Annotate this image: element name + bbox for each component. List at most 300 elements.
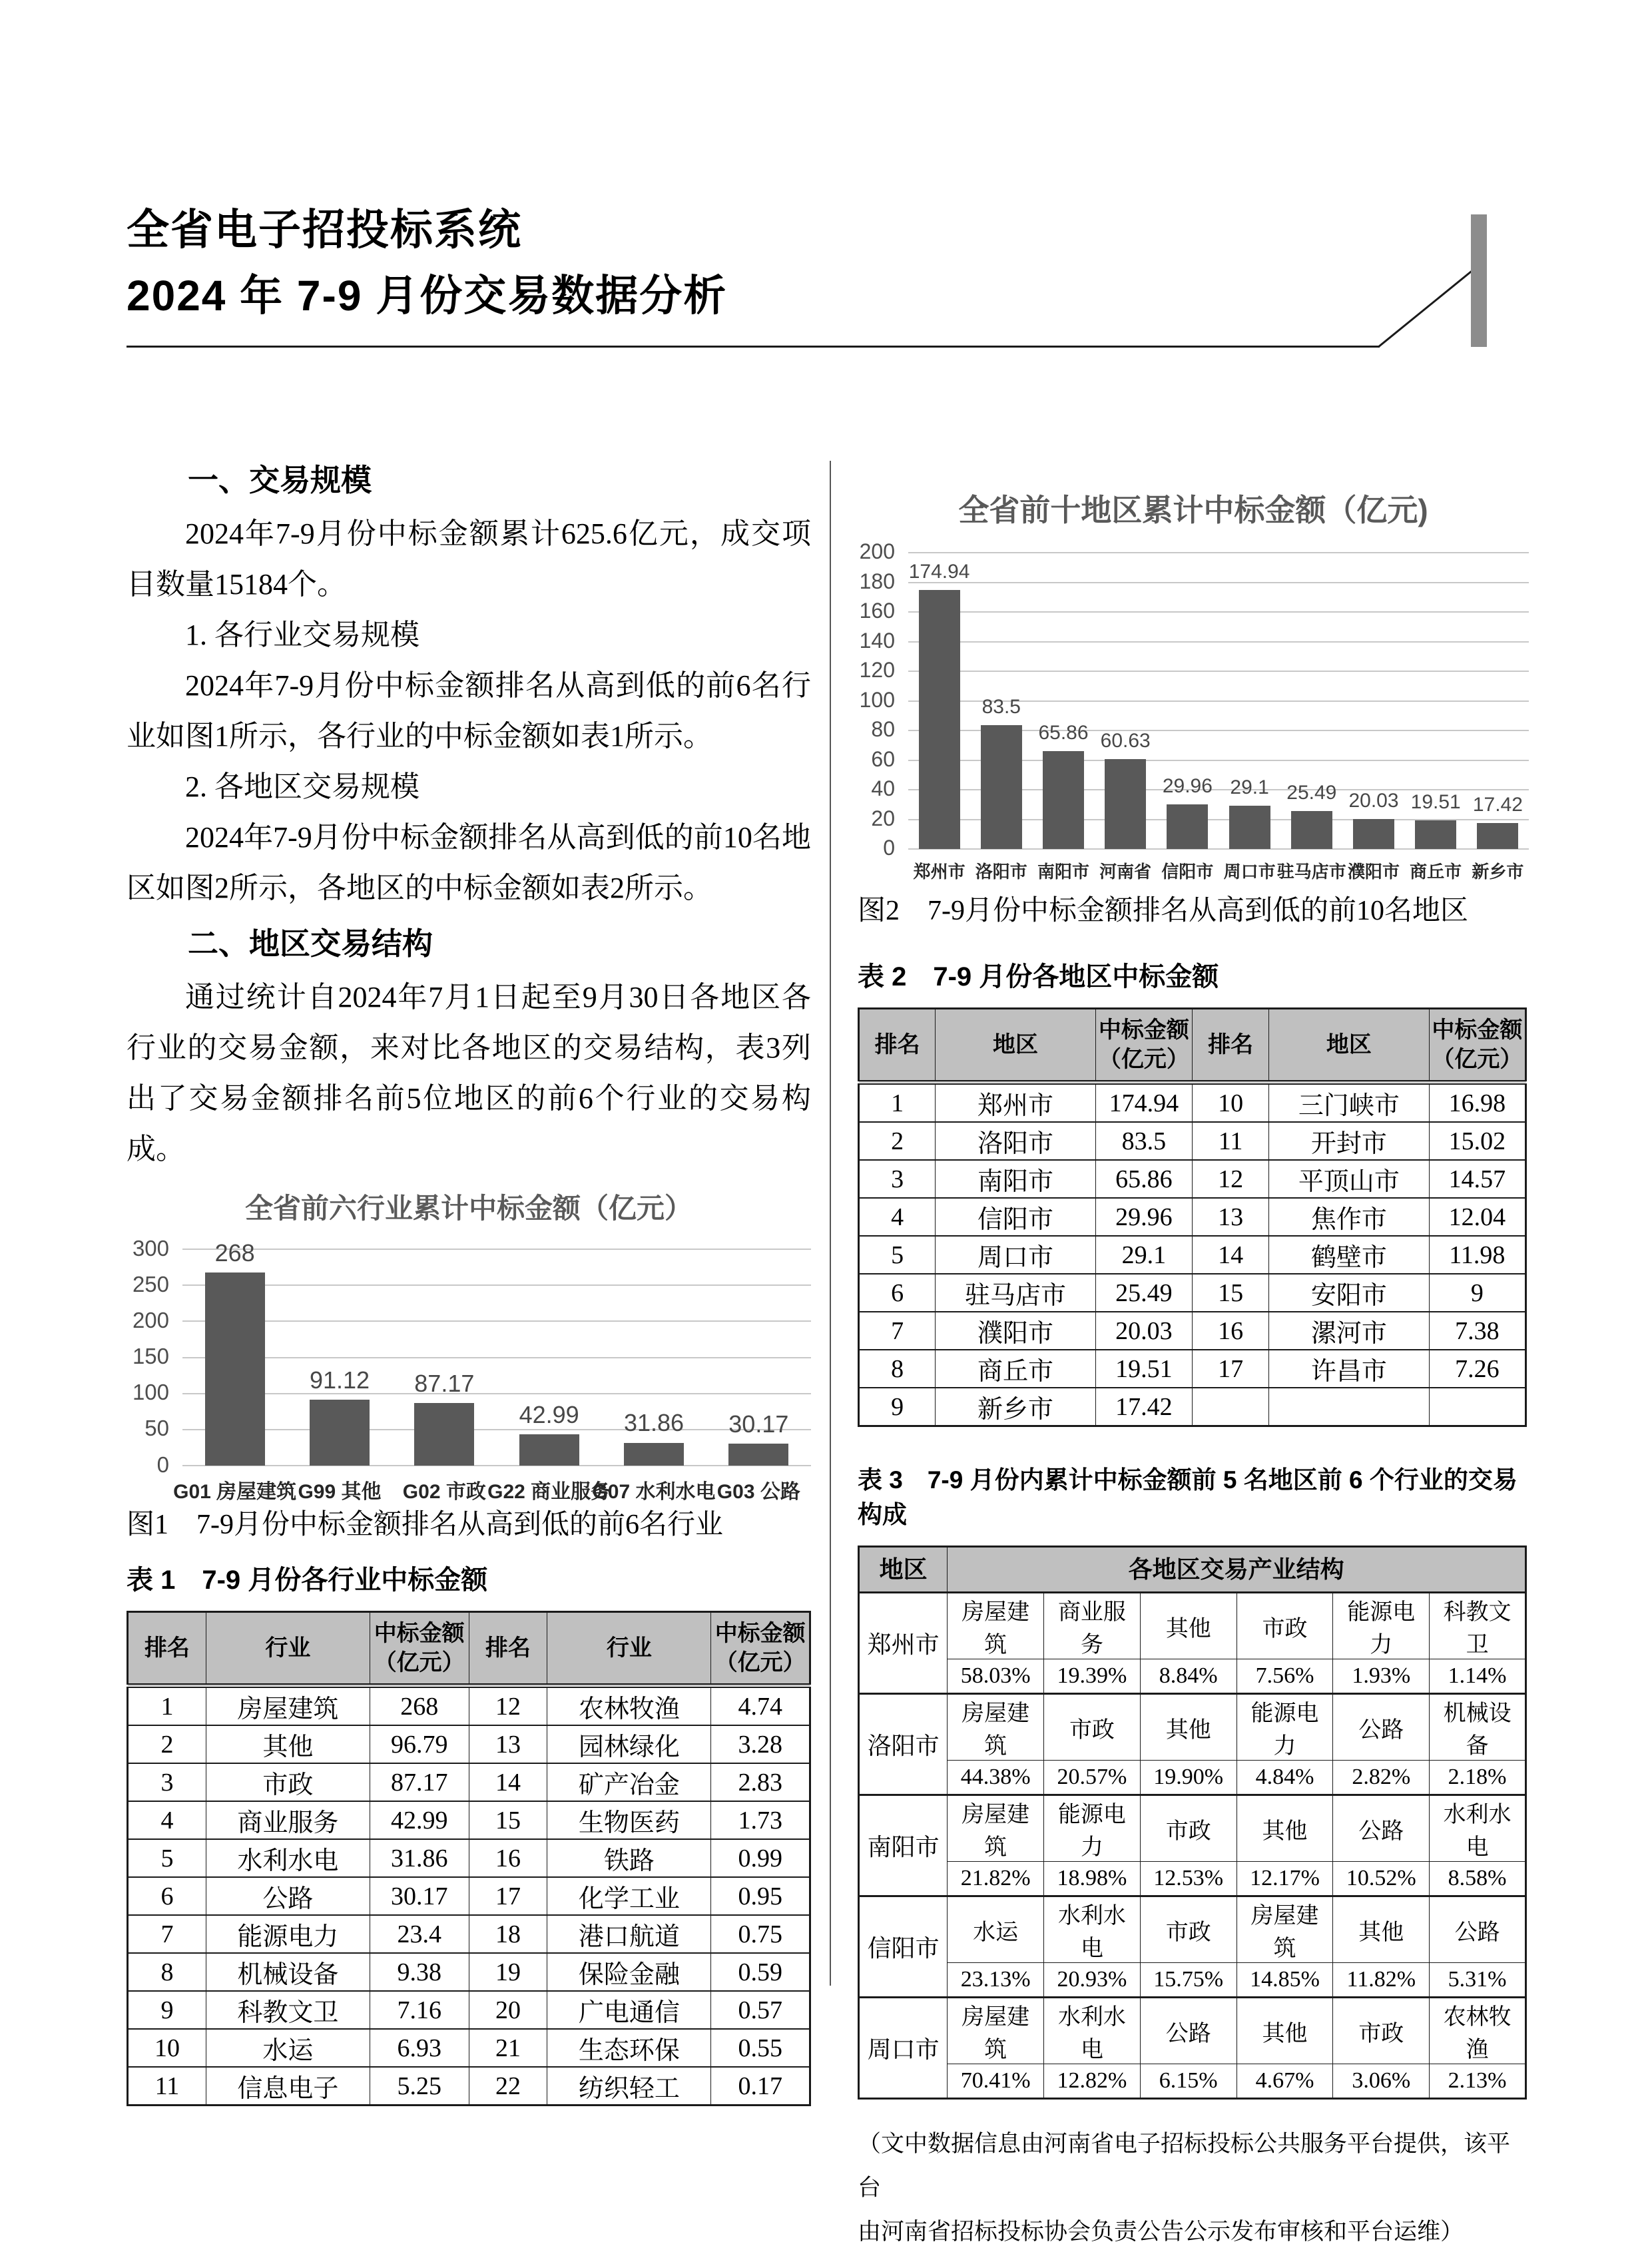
- table-cell: 6: [128, 1877, 206, 1915]
- share-cell: 6.15%: [1140, 2064, 1237, 2099]
- share-cell: 11.82%: [1333, 1963, 1430, 1998]
- y-axis-label: 0: [883, 836, 895, 860]
- share-cell: 2.82%: [1333, 1761, 1430, 1795]
- table1-industry-amounts: [127, 1611, 811, 2106]
- table-cell: [1192, 1388, 1268, 1426]
- region-cell: 南阳市: [859, 1795, 948, 1896]
- industry-cell: 其他: [1333, 1896, 1430, 1963]
- gridline: [182, 1320, 811, 1322]
- share-cell: 2.18%: [1430, 1761, 1526, 1795]
- table-row: [128, 1953, 810, 1991]
- bar-value-label: 65.86: [1038, 722, 1089, 744]
- share-cell: 19.90%: [1140, 1761, 1237, 1795]
- industry-cell: 公路: [1333, 1694, 1430, 1761]
- table-cell: 4.74: [711, 1686, 810, 1726]
- table-cell: 21: [469, 2029, 547, 2067]
- bar-value-label: 268: [214, 1239, 255, 1267]
- x-axis-label: 信阳市: [1161, 862, 1214, 882]
- bar-南阳市: [1043, 751, 1084, 849]
- list-item-industry-scale: 1. 各行业交易规模: [185, 619, 419, 651]
- industry-cell: 机械设备: [1430, 1694, 1526, 1761]
- x-axis-label: 南阳市: [1037, 862, 1090, 882]
- industry-cell: 公路: [1430, 1896, 1526, 1963]
- table-cell: 22: [469, 2067, 547, 2106]
- table-cell: 驻马店市: [936, 1274, 1095, 1312]
- column-header: 中标金额 （亿元）: [370, 1612, 469, 1686]
- gridline: [908, 552, 1529, 553]
- y-axis-label: 140: [859, 628, 895, 653]
- share-cell: 44.38%: [948, 1761, 1044, 1795]
- industry-cell: 市政: [1044, 1694, 1141, 1761]
- table-cell: 174.94: [1095, 1083, 1192, 1123]
- figure1-bar-chart: [127, 1187, 811, 1503]
- share-cell: 4.67%: [1237, 2064, 1333, 2099]
- table-cell: 96.79: [370, 1725, 469, 1763]
- table-cell: 9.38: [370, 1953, 469, 1991]
- x-axis-label: 河南省: [1099, 862, 1152, 882]
- table-cell: 机械设备: [206, 1953, 370, 1991]
- table-cell: 15.02: [1429, 1122, 1525, 1160]
- table-cell: 17.42: [1095, 1388, 1192, 1426]
- share-cell: 58.03%: [948, 1659, 1044, 1694]
- column-header: 中标金额 （亿元）: [1429, 1009, 1525, 1083]
- share-cell: 19.39%: [1044, 1659, 1141, 1694]
- y-axis-label: 150: [132, 1344, 169, 1369]
- table-cell: 65.86: [1095, 1160, 1192, 1198]
- bar-value-label: 42.99: [519, 1401, 579, 1429]
- gridline: [182, 1249, 811, 1250]
- table-cell: 30.17: [370, 1877, 469, 1915]
- bar-value-label: 29.1: [1230, 776, 1269, 799]
- table-cell: 14.57: [1429, 1160, 1525, 1198]
- bar-信阳市: [1167, 804, 1208, 849]
- table-row: [128, 1877, 810, 1915]
- share-cell: 15.75%: [1140, 1963, 1237, 1998]
- table-cell: 7.26: [1429, 1350, 1525, 1388]
- paragraph-structure: 通过统计自2024年7月1日起至9月30日各地区各行业的交易金额，来对比各地区的交易结构，表3列出了交易金额排名前5位地区的前6个行业的交易构成。: [127, 981, 811, 1165]
- share-cell: 8.84%: [1140, 1659, 1237, 1694]
- section-heading-region-structure: 二、地区交易结构: [188, 926, 433, 961]
- region-cell: 洛阳市: [859, 1694, 948, 1795]
- y-axis-label: 40: [871, 776, 895, 801]
- table-cell: 20: [469, 1991, 547, 2029]
- bar-郑州市: [919, 590, 960, 849]
- table-cell: 42.99: [370, 1801, 469, 1839]
- industry-cell: 市政: [1333, 1998, 1430, 2064]
- industry-cell: 公路: [1140, 1998, 1237, 2064]
- y-axis-label: 180: [859, 569, 895, 593]
- share-cell: 8.58%: [1430, 1862, 1526, 1896]
- table-cell: 16: [469, 1839, 547, 1877]
- x-axis-label: G03 公路: [716, 1481, 800, 1503]
- table-row: [859, 1312, 1526, 1350]
- x-axis-label: 商丘市: [1410, 862, 1462, 882]
- table-cell: 7: [128, 1915, 206, 1953]
- industry-cell: 其他: [1237, 1998, 1333, 2064]
- y-axis-label: 20: [871, 806, 895, 830]
- share-cell: 3.06%: [1333, 2064, 1430, 2099]
- table-cell: 6.93: [370, 2029, 469, 2067]
- table-cell: 其他: [206, 1725, 370, 1763]
- table-cell: [1429, 1388, 1525, 1426]
- table-cell: 9: [859, 1388, 936, 1426]
- title-diagonal-line: [1377, 268, 1476, 348]
- column-header: 中标金额 （亿元）: [1095, 1009, 1192, 1083]
- table-cell: 安阳市: [1269, 1274, 1429, 1312]
- share-cell: 1.93%: [1333, 1659, 1430, 1694]
- bar-value-label: 83.5: [981, 696, 1021, 718]
- y-axis-label: 60: [871, 746, 895, 771]
- column-divider: [830, 461, 831, 1986]
- bar-G07 水利水电: [624, 1443, 684, 1466]
- table-cell: 23.4: [370, 1915, 469, 1953]
- gridline: [182, 1357, 811, 1358]
- share-cell: 12.82%: [1044, 2064, 1141, 2099]
- doc-title-line1: 全省电子招投标系统: [127, 206, 522, 254]
- y-axis-label: 80: [871, 717, 895, 742]
- share-cell: 12.17%: [1237, 1862, 1333, 1896]
- industry-cell: 市政: [1140, 1795, 1237, 1862]
- y-axis-label: 200: [859, 539, 895, 564]
- share-cell: 20.57%: [1044, 1761, 1141, 1795]
- table3-title: 表 3 7-9 月份内累计中标金额前 5 名地区前 6 个行业的交易构成: [858, 1466, 1517, 1528]
- table-row: [859, 1350, 1526, 1388]
- bar-value-label: 20.03: [1348, 790, 1399, 812]
- table-cell: 新乡市: [936, 1388, 1095, 1426]
- table-cell: 83.5: [1095, 1122, 1192, 1160]
- industry-cell: 能源电力: [1237, 1694, 1333, 1761]
- chart-title: 全省前六行业累计中标金额（亿元）: [244, 1193, 692, 1224]
- gridline: [182, 1429, 811, 1430]
- share-cell: 23.13%: [948, 1963, 1044, 1998]
- table1-title: 表 1 7-9 月份各行业中标金额: [127, 1565, 488, 1595]
- table-cell: 港口航道: [547, 1915, 711, 1953]
- industry-cell: 市政: [1237, 1593, 1333, 1659]
- footnote-line1: （文中数据信息由河南省电子招标投标公共服务平台提供，该平台: [858, 2131, 1511, 2201]
- y-axis-label: 120: [859, 658, 895, 683]
- industry-cell: 商业服务: [1044, 1593, 1141, 1659]
- table-cell: 14: [1192, 1236, 1268, 1274]
- x-axis-label: 郑州市: [913, 862, 965, 882]
- table-row: [859, 1198, 1526, 1236]
- table-cell: 矿产冶金: [547, 1763, 711, 1801]
- bar-value-label: 91.12: [309, 1366, 370, 1394]
- table-cell: 1: [859, 1083, 936, 1123]
- table-cell: 17: [1192, 1350, 1268, 1388]
- table-row: [859, 1083, 1526, 1123]
- industry-share-row: [859, 1963, 1526, 1998]
- table-cell: 19.51: [1095, 1350, 1192, 1388]
- x-axis-label: G07 水利水电: [592, 1481, 716, 1503]
- table-row: [859, 1236, 1526, 1274]
- table-cell: 广电通信: [547, 1991, 711, 2029]
- bar-濮阳市: [1353, 819, 1394, 849]
- table-cell: 农林牧渔: [547, 1686, 711, 1726]
- bar-G03 公路: [728, 1444, 788, 1466]
- table-row: [859, 1122, 1526, 1160]
- table-cell: 25.49: [1095, 1274, 1192, 1312]
- industry-cell: 房屋建筑: [1237, 1896, 1333, 1963]
- gridline: [908, 641, 1529, 643]
- industry-name-row: [859, 1896, 1526, 1963]
- column-header: 排名: [859, 1009, 936, 1083]
- gridline: [182, 1465, 811, 1466]
- bar-value-label: 30.17: [728, 1410, 789, 1438]
- table-cell: 0.75: [711, 1915, 810, 1953]
- title-accent-bar: [1471, 214, 1487, 347]
- table-cell: 5: [859, 1236, 936, 1274]
- table-cell: 南阳市: [936, 1160, 1095, 1198]
- y-axis-label: 200: [132, 1307, 169, 1332]
- y-axis-label: 250: [132, 1271, 169, 1296]
- bar-新乡市: [1477, 823, 1518, 849]
- table-row: [128, 2029, 810, 2067]
- footnote: [858, 2122, 1529, 2254]
- table-cell: 0.95: [711, 1877, 810, 1915]
- table-cell: 0.99: [711, 1839, 810, 1877]
- table-cell: 29.96: [1095, 1198, 1192, 1236]
- table-cell: 11.98: [1429, 1236, 1525, 1274]
- industry-cell: 其他: [1140, 1694, 1237, 1761]
- x-axis-label: G01 房屋建筑: [173, 1481, 297, 1503]
- figure2-bar-chart: [858, 486, 1529, 882]
- y-axis-label: 100: [859, 687, 895, 712]
- list-item-region-scale: 2. 各地区交易规模: [185, 770, 419, 803]
- table-row: [128, 1915, 810, 1953]
- table-cell: 1.73: [711, 1801, 810, 1839]
- bar-G22 商业服务: [519, 1434, 579, 1466]
- table-row: [128, 1686, 810, 1726]
- share-cell: 18.98%: [1044, 1862, 1141, 1896]
- paragraph-industry: 2024年7-9月份中标金额排名从高到低的前6名行业如图1所示，各行业的中标金额如表1所示。: [127, 669, 811, 752]
- industry-name-row: [859, 1593, 1526, 1659]
- industry-cell: 房屋建筑: [948, 1795, 1044, 1862]
- right-column: [858, 450, 1529, 2254]
- region-cell: 郑州市: [859, 1593, 948, 1694]
- industry-share-row: [859, 2064, 1526, 2099]
- table-cell: 0.55: [711, 2029, 810, 2067]
- document-title: [127, 197, 727, 329]
- column-header: 排名: [469, 1612, 547, 1686]
- table-cell: 公路: [206, 1877, 370, 1915]
- table-row: [859, 1274, 1526, 1312]
- table-cell: 水运: [206, 2029, 370, 2067]
- bar-value-label: 31.86: [623, 1409, 685, 1437]
- table-cell: 保险金融: [547, 1953, 711, 1991]
- bar-value-label: 25.49: [1286, 782, 1337, 804]
- table-cell: 8: [859, 1350, 936, 1388]
- table-cell: 0.59: [711, 1953, 810, 1991]
- table-header-row: [859, 1009, 1526, 1083]
- table-cell: 10: [128, 2029, 206, 2067]
- x-axis-label: 濮阳市: [1347, 862, 1400, 882]
- table-cell: 信阳市: [936, 1198, 1095, 1236]
- table-cell: 15: [1192, 1274, 1268, 1312]
- table-cell: 5.25: [370, 2067, 469, 2106]
- share-cell: 4.84%: [1237, 1761, 1333, 1795]
- share-cell: 12.53%: [1140, 1862, 1237, 1896]
- table-cell: 18: [469, 1915, 547, 1953]
- x-axis-label: 新乡市: [1472, 862, 1524, 882]
- bar-value-label: 60.63: [1100, 730, 1151, 752]
- table-cell: 水利水电: [206, 1839, 370, 1877]
- industry-name-row: [859, 1795, 1526, 1862]
- column-header: 行业: [547, 1612, 711, 1686]
- section-heading-transaction-scale: 一、交易规模: [188, 463, 372, 497]
- table-row: [128, 2067, 810, 2106]
- table-row: [859, 1160, 1526, 1198]
- table2-region-amounts: [858, 1007, 1527, 1427]
- table-cell: 19: [469, 1953, 547, 1991]
- paragraph-region: 2024年7-9月份中标金额排名从高到低的前10名地区如图2所示，各地区的中标金额如表2所示。: [127, 821, 811, 904]
- table-cell: 商丘市: [936, 1350, 1095, 1388]
- paragraph-overview: 2024年7-9月份中标金额累计625.6亿元，成交项目数量15184个。: [127, 517, 811, 601]
- title-rule: [127, 346, 1380, 348]
- table-cell: 生物医药: [547, 1801, 711, 1839]
- table-cell: 2.83: [711, 1763, 810, 1801]
- table-cell: 268: [370, 1686, 469, 1726]
- industry-cell: 水利水电: [1430, 1795, 1526, 1862]
- industry-cell: 能源电力: [1044, 1795, 1141, 1862]
- table-cell: 4: [859, 1198, 936, 1236]
- chart-plot-area: [859, 539, 1529, 882]
- x-axis-label: 洛阳市: [975, 862, 1027, 882]
- table-cell: 12: [1192, 1160, 1268, 1198]
- table-row: [128, 1801, 810, 1839]
- table-cell: 11: [1192, 1122, 1268, 1160]
- share-cell: 21.82%: [948, 1862, 1044, 1896]
- table-cell: 12: [469, 1686, 547, 1726]
- industry-cell: 水运: [948, 1896, 1044, 1963]
- share-cell: 2.13%: [1430, 2064, 1526, 2099]
- column-header: 排名: [1192, 1009, 1268, 1083]
- industry-share-row: [859, 1761, 1526, 1795]
- bar-value-label: 174.94: [908, 560, 970, 583]
- table-cell: 铁路: [547, 1839, 711, 1877]
- table-cell: 3.28: [711, 1725, 810, 1763]
- table-cell: 3: [859, 1160, 936, 1198]
- table-header-row: [128, 1612, 810, 1686]
- table-cell: 许昌市: [1269, 1350, 1429, 1388]
- industry-cell: 水利水电: [1044, 1896, 1141, 1963]
- column-header: 地区: [936, 1009, 1095, 1083]
- structure-column-header: 各地区交易产业结构: [948, 1547, 1526, 1593]
- table-cell: 14: [469, 1763, 547, 1801]
- bar-value-label: 29.96: [1162, 775, 1213, 798]
- table-cell: 9: [128, 1991, 206, 2029]
- industry-cell: 其他: [1140, 1593, 1237, 1659]
- gridline: [908, 582, 1529, 583]
- table-row: [859, 1388, 1526, 1426]
- y-axis-label: 50: [144, 1416, 169, 1441]
- bar-value-label: 87.17: [414, 1369, 475, 1397]
- gridline: [182, 1284, 811, 1286]
- bar-value-label: 19.51: [1410, 790, 1461, 813]
- industry-cell: 房屋建筑: [948, 1694, 1044, 1761]
- table-cell: 4: [128, 1801, 206, 1839]
- table-cell: 31.86: [370, 1839, 469, 1877]
- table-cell: 6: [859, 1274, 936, 1312]
- table-cell: [1269, 1388, 1429, 1426]
- y-axis-label: 100: [132, 1380, 169, 1405]
- table-cell: 园林绿化: [547, 1725, 711, 1763]
- table-cell: 平顶山市: [1269, 1160, 1429, 1198]
- table-cell: 周口市: [936, 1236, 1095, 1274]
- y-axis-label: 300: [132, 1235, 169, 1261]
- table-cell: 7: [859, 1312, 936, 1350]
- table-cell: 三门峡市: [1269, 1083, 1429, 1123]
- gridline: [182, 1393, 811, 1394]
- industry-cell: 市政: [1140, 1896, 1237, 1963]
- column-header: 地区: [1269, 1009, 1429, 1083]
- bar-驻马店市: [1291, 811, 1332, 849]
- table-cell: 7.16: [370, 1991, 469, 2029]
- bar-商丘市: [1415, 820, 1456, 849]
- table-cell: 0.17: [711, 2067, 810, 2106]
- bar-河南省: [1105, 759, 1146, 849]
- industry-share-row: [859, 1862, 1526, 1896]
- x-axis-label: G22 商业服务: [487, 1481, 611, 1503]
- industry-name-row: [859, 1694, 1526, 1761]
- doc-title-line2: 2024 年 7-9 月份交易数据分析: [127, 272, 728, 320]
- share-cell: 10.52%: [1333, 1862, 1430, 1896]
- industry-name-row: [859, 1998, 1526, 2064]
- figure1-caption: 图1 7-9月份中标金额排名从高到低的前6名行业: [127, 1510, 723, 1540]
- industry-cell: 能源电力: [1333, 1593, 1430, 1659]
- table-cell: 10: [1192, 1083, 1268, 1123]
- share-cell: 20.93%: [1044, 1963, 1141, 1998]
- industry-cell: 房屋建筑: [948, 1593, 1044, 1659]
- table-cell: 市政: [206, 1763, 370, 1801]
- share-cell: 5.31%: [1430, 1963, 1526, 1998]
- table-cell: 郑州市: [936, 1083, 1095, 1123]
- bar-G99 其他: [310, 1400, 370, 1466]
- industry-cell: 房屋建筑: [948, 1998, 1044, 2064]
- share-cell: 1.14%: [1430, 1659, 1526, 1694]
- x-axis-label: 驻马店市: [1276, 862, 1346, 882]
- chart-plot-area: [132, 1235, 811, 1503]
- left-column: [127, 450, 811, 2106]
- x-axis-label: G99 其他: [298, 1481, 382, 1503]
- table-cell: 87.17: [370, 1763, 469, 1801]
- table-cell: 3: [128, 1763, 206, 1801]
- share-cell: 14.85%: [1237, 1963, 1333, 1998]
- table3-industry-structure: [858, 1546, 1527, 2100]
- industry-cell: 农林牧渔: [1430, 1998, 1526, 2064]
- table-cell: 生态环保: [547, 2029, 711, 2067]
- industry-cell: 其他: [1237, 1795, 1333, 1862]
- table-cell: 16.98: [1429, 1083, 1525, 1123]
- gridline: [908, 611, 1529, 613]
- table-cell: 17: [469, 1877, 547, 1915]
- table-cell: 9: [1429, 1274, 1525, 1312]
- x-axis-label: G02 市政: [402, 1481, 486, 1503]
- table-row: [128, 1991, 810, 2029]
- table-cell: 2: [128, 1725, 206, 1763]
- bar-G01 房屋建筑: [205, 1272, 265, 1466]
- column-header: 行业: [206, 1612, 370, 1686]
- industry-cell: 公路: [1333, 1795, 1430, 1862]
- table-cell: 濮阳市: [936, 1312, 1095, 1350]
- bar-value-label: 17.42: [1472, 794, 1523, 816]
- share-cell: 7.56%: [1237, 1659, 1333, 1694]
- table-cell: 7.38: [1429, 1312, 1525, 1350]
- table-cell: 化学工业: [547, 1877, 711, 1915]
- table-cell: 科教文卫: [206, 1991, 370, 2029]
- bar-洛阳市: [981, 725, 1022, 849]
- column-header: 排名: [128, 1612, 206, 1686]
- table-cell: 能源电力: [206, 1915, 370, 1953]
